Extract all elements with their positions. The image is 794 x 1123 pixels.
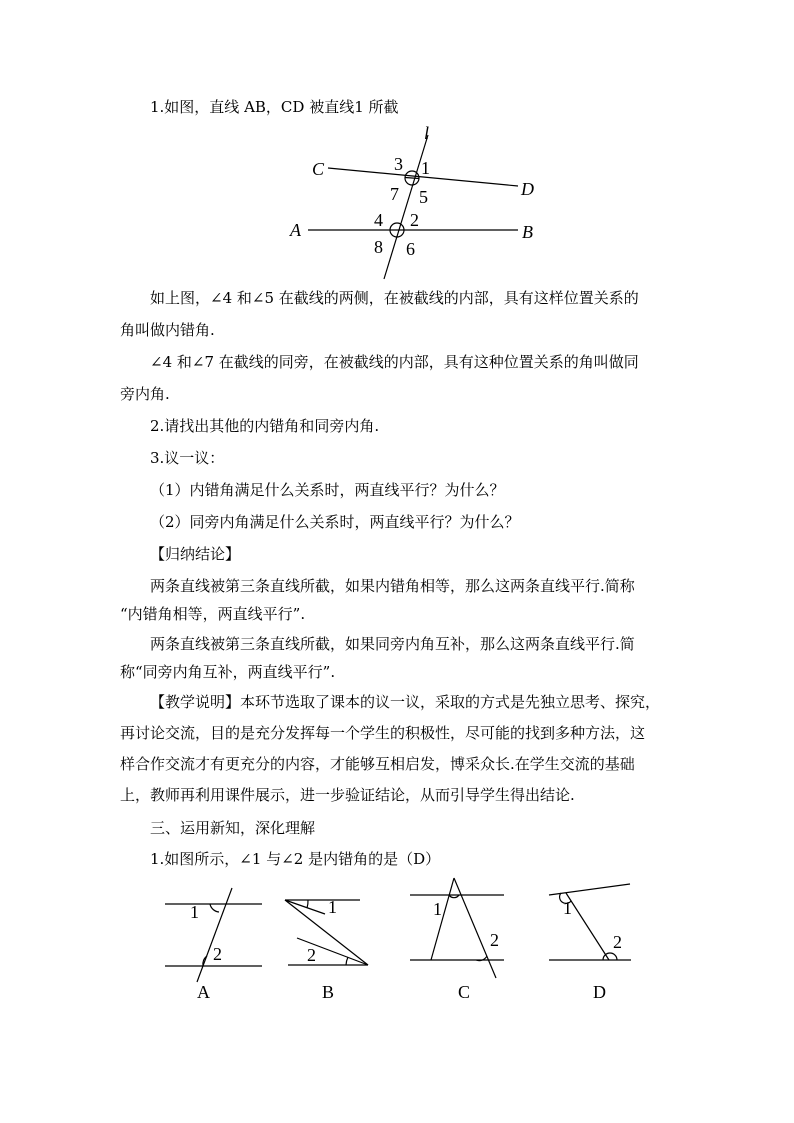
def2-line2: 旁内角. [120,385,170,403]
conclusion-1-line2: “内错角相等，两直线平行”. [120,605,306,623]
teaching-note-line4: 上，教师再利用课件展示，进一步验证结论，从而引导学生得出结论. [120,786,575,804]
option-D-angle-2: 2 [613,932,622,952]
option-D-angle-1: 1 [563,898,572,918]
label-D: D [521,179,534,199]
option-A-letter: A [197,982,210,1002]
angle-2: 2 [410,210,419,230]
conclusion-2-line1: 两条直线被第三条直线所截，如果同旁内角互补，那么这两条直线平行.简 [150,635,635,653]
angle-1: 1 [421,158,430,178]
question-2: 2.请找出其他的内错角和同旁内角. [150,417,380,435]
teaching-note-line1: 【教学说明】本环节选取了课本的议一议，采取的方式是先独立思考、探究， [150,693,661,711]
option-B-angle-2: 2 [307,945,316,965]
conclusion-1-line1: 两条直线被第三条直线所截，如果内错角相等，那么这两条直线平行.简称 [150,577,635,595]
option-A-angle-1: 1 [190,902,199,922]
option-A-figure [165,888,262,982]
options-figure [0,860,794,1060]
label-l: l [424,123,430,143]
option-D-letter: D [593,982,606,1002]
conclusion-heading: 【归纳结论】 [150,545,241,563]
option-C-angle-1: 1 [433,899,442,919]
option-C-angle-2: 2 [490,930,499,950]
angle-4: 4 [374,210,383,230]
option-B-angle-1: 1 [328,897,337,917]
option-A-angle-2: 2 [213,944,222,964]
question-3: 3.议一议： [150,449,225,467]
def2-line1: ∠4 和∠7 在截线的同旁，在被截线的内部，具有这种位置关系的角叫做同 [150,353,639,371]
option-C-figure [410,878,504,978]
teaching-note-line3: 样合作交流才有更充分的内容，才能够互相启发，博采众长.在学生交流的基础 [120,755,635,773]
teaching-note-line2: 再讨论交流，目的是充分发挥每一个学生的积极性，尽可能的找到多种方法，这 [120,724,646,742]
angle-3: 3 [394,154,403,174]
angle-7: 7 [390,184,399,204]
option-B-figure [285,900,368,965]
angle-5: 5 [419,187,428,207]
question-3-1: （1）内错角满足什么关系时，两直线平行？为什么？ [150,481,505,499]
option-C-letter: C [458,982,471,1002]
section3-heading: 三、运用新知，深化理解 [150,819,316,837]
label-C: C [312,159,325,179]
label-A: A [290,220,301,240]
label-B: B [522,222,533,242]
question-3-2: （2）同旁内角满足什么关系时，两直线平行？为什么？ [150,513,520,531]
angle-8: 8 [374,237,383,257]
angle-6: 6 [406,239,415,259]
section3-question-1: 1.如图所示，∠1 与∠2 是内错角的是（D） [150,850,441,868]
def1-line2: 角叫做内错角. [120,321,215,339]
transversal-figure [0,0,794,300]
intro-text: 1.如图，直线 AB，CD 被直线1 所截 [150,98,399,116]
option-B-letter: B [322,982,335,1002]
conclusion-2-line2: 称“同旁内角互补，两直线平行”. [120,663,336,681]
def1-line1: 如上图，∠4 和∠5 在截线的两侧，在被截线的内部，具有这样位置关系的 [150,289,639,307]
